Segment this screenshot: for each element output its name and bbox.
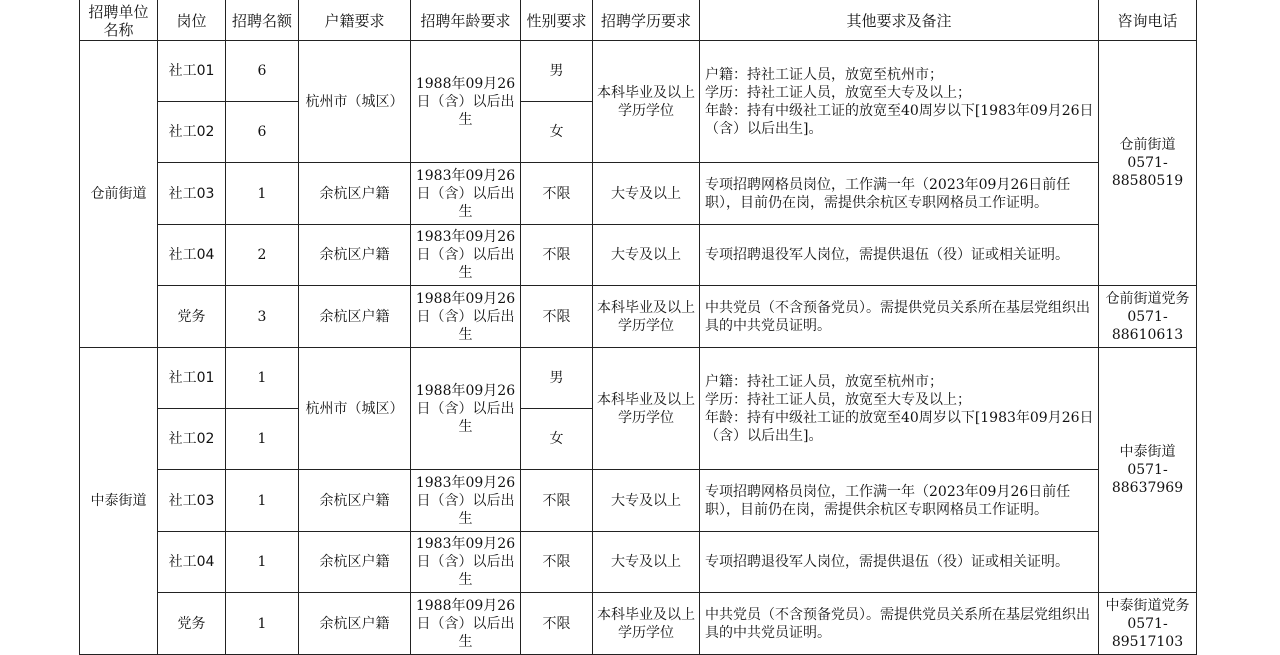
gender-cell: 不限 bbox=[521, 593, 593, 655]
table-row bbox=[80, 225, 1197, 286]
notes-cell: 专项招聘网格员岗位，工作满一年（2023年09月26日前任职），目前仍在岗，需提供余杭区专职网格员工作证明。 bbox=[700, 163, 1099, 225]
header-position: 岗位 bbox=[158, 0, 226, 41]
education-cell: 本科毕业及以上学历学位 bbox=[593, 41, 700, 163]
header-quota: 招聘名额 bbox=[226, 0, 299, 41]
age-cell: 1983年09月26日（含）以后出生 bbox=[411, 163, 521, 225]
note-line: 年龄：持有中级社工证的放宽至40周岁以下[1983年09月26日 bbox=[705, 409, 1094, 426]
gender-cell: 不限 bbox=[521, 532, 593, 593]
hukou-cell: 余杭区户籍 bbox=[299, 163, 411, 225]
gender-cell: 男 bbox=[521, 41, 593, 102]
age-cell: 1983年09月26日（含）以后出生 bbox=[411, 225, 521, 286]
position-cell: 社工02 bbox=[158, 409, 226, 470]
note-line: 户籍：持社工证人员，放宽至杭州市； bbox=[705, 373, 943, 390]
note-line: （含）以后出生]。 bbox=[705, 120, 823, 137]
hukou-cell: 余杭区户籍 bbox=[299, 470, 411, 532]
table-row bbox=[80, 163, 1197, 225]
unit-name: 中泰街道 bbox=[80, 348, 158, 655]
education-cell: 大专及以上 bbox=[593, 225, 700, 286]
table-row bbox=[80, 470, 1197, 532]
position-cell: 社工01 bbox=[158, 348, 226, 409]
notes-cell bbox=[700, 41, 1099, 163]
education-cell: 本科毕业及以上学历学位 bbox=[593, 593, 700, 655]
note-line: （含）以后出生]。 bbox=[705, 427, 823, 444]
unit-name: 仓前街道 bbox=[80, 41, 158, 348]
age-cell: 1988年09月26日（含）以后出生 bbox=[411, 348, 521, 470]
hukou-cell: 杭州市（城区） bbox=[299, 41, 411, 163]
education-cell: 本科毕业及以上学历学位 bbox=[593, 286, 700, 348]
quota-cell: 1 bbox=[226, 470, 299, 532]
phone-cell: 仓前街道党务0571-88610613 bbox=[1099, 286, 1197, 348]
quota-cell: 6 bbox=[226, 102, 299, 163]
position-cell: 社工04 bbox=[158, 532, 226, 593]
quota-cell: 1 bbox=[226, 593, 299, 655]
notes-cell bbox=[700, 348, 1099, 470]
phone-cell: 中泰街道0571-88637969 bbox=[1099, 348, 1197, 593]
phone-cell: 中泰街道党务0571-89517103 bbox=[1099, 593, 1197, 655]
header-age: 招聘年龄要求 bbox=[411, 0, 521, 41]
table-row bbox=[80, 286, 1197, 348]
header-phone: 咨询电话 bbox=[1099, 0, 1197, 41]
position-cell: 社工03 bbox=[158, 163, 226, 225]
note-line: 年龄：持有中级社工证的放宽至40周岁以下[1983年09月26日 bbox=[705, 102, 1094, 119]
position-cell: 社工02 bbox=[158, 102, 226, 163]
quota-cell: 1 bbox=[226, 348, 299, 409]
notes-cell: 专项招聘退役军人岗位，需提供退伍（役）证或相关证明。 bbox=[700, 532, 1099, 593]
education-cell: 大专及以上 bbox=[593, 163, 700, 225]
hukou-cell: 杭州市（城区） bbox=[299, 348, 411, 470]
header-gender: 性别要求 bbox=[521, 0, 593, 41]
notes-cell: 中共党员（不含预备党员）。需提供党员关系所在基层党组织出具的中共党员证明。 bbox=[700, 593, 1099, 655]
notes-cell: 专项招聘退役军人岗位，需提供退伍（役）证或相关证明。 bbox=[700, 225, 1099, 286]
notes-cell: 中共党员（不含预备党员）。需提供党员关系所在基层党组织出具的中共党员证明。 bbox=[700, 286, 1099, 348]
position-cell: 社工01 bbox=[158, 41, 226, 102]
quota-cell: 2 bbox=[226, 225, 299, 286]
age-cell: 1983年09月26日（含）以后出生 bbox=[411, 470, 521, 532]
position-cell: 党务 bbox=[158, 593, 226, 655]
gender-cell: 不限 bbox=[521, 163, 593, 225]
quota-cell: 6 bbox=[226, 41, 299, 102]
note-line: 学历：持社工证人员，放宽至大专及以上； bbox=[705, 84, 971, 101]
education-cell: 大专及以上 bbox=[593, 532, 700, 593]
gender-cell: 女 bbox=[521, 102, 593, 163]
education-cell: 本科毕业及以上学历学位 bbox=[593, 348, 700, 470]
recruitment-table bbox=[79, 0, 1197, 655]
header-education: 招聘学历要求 bbox=[593, 0, 700, 41]
notes-cell: 专项招聘网格员岗位，工作满一年（2023年09月26日前任职），目前仍在岗，需提供余杭区专职网格员工作证明。 bbox=[700, 470, 1099, 532]
gender-cell: 不限 bbox=[521, 286, 593, 348]
header-hukou: 户籍要求 bbox=[299, 0, 411, 41]
gender-cell: 不限 bbox=[521, 225, 593, 286]
quota-cell: 1 bbox=[226, 163, 299, 225]
hukou-cell: 余杭区户籍 bbox=[299, 593, 411, 655]
header-row bbox=[80, 0, 1197, 41]
header-notes: 其他要求及备注 bbox=[700, 0, 1099, 41]
hukou-cell: 余杭区户籍 bbox=[299, 532, 411, 593]
quota-cell: 3 bbox=[226, 286, 299, 348]
header-unit: 招聘单位名称 bbox=[80, 0, 158, 41]
table-row bbox=[80, 41, 1197, 102]
gender-cell: 女 bbox=[521, 409, 593, 470]
position-cell: 社工04 bbox=[158, 225, 226, 286]
note-line: 学历：持社工证人员，放宽至大专及以上； bbox=[705, 391, 971, 408]
gender-cell: 不限 bbox=[521, 470, 593, 532]
table-row bbox=[80, 348, 1197, 409]
hukou-cell: 余杭区户籍 bbox=[299, 286, 411, 348]
age-cell: 1988年09月26日（含）以后出生 bbox=[411, 593, 521, 655]
hukou-cell: 余杭区户籍 bbox=[299, 225, 411, 286]
note-line: 户籍：持社工证人员，放宽至杭州市； bbox=[705, 66, 943, 83]
age-cell: 1988年09月26日（含）以后出生 bbox=[411, 41, 521, 163]
phone-cell: 仓前街道0571-88580519 bbox=[1099, 41, 1197, 286]
quota-cell: 1 bbox=[226, 532, 299, 593]
position-cell: 党务 bbox=[158, 286, 226, 348]
education-cell: 大专及以上 bbox=[593, 470, 700, 532]
table-row bbox=[80, 593, 1197, 655]
table-row bbox=[80, 532, 1197, 593]
age-cell: 1983年09月26日（含）以后出生 bbox=[411, 532, 521, 593]
position-cell: 社工03 bbox=[158, 470, 226, 532]
quota-cell: 1 bbox=[226, 409, 299, 470]
gender-cell: 男 bbox=[521, 348, 593, 409]
age-cell: 1988年09月26日（含）以后出生 bbox=[411, 286, 521, 348]
